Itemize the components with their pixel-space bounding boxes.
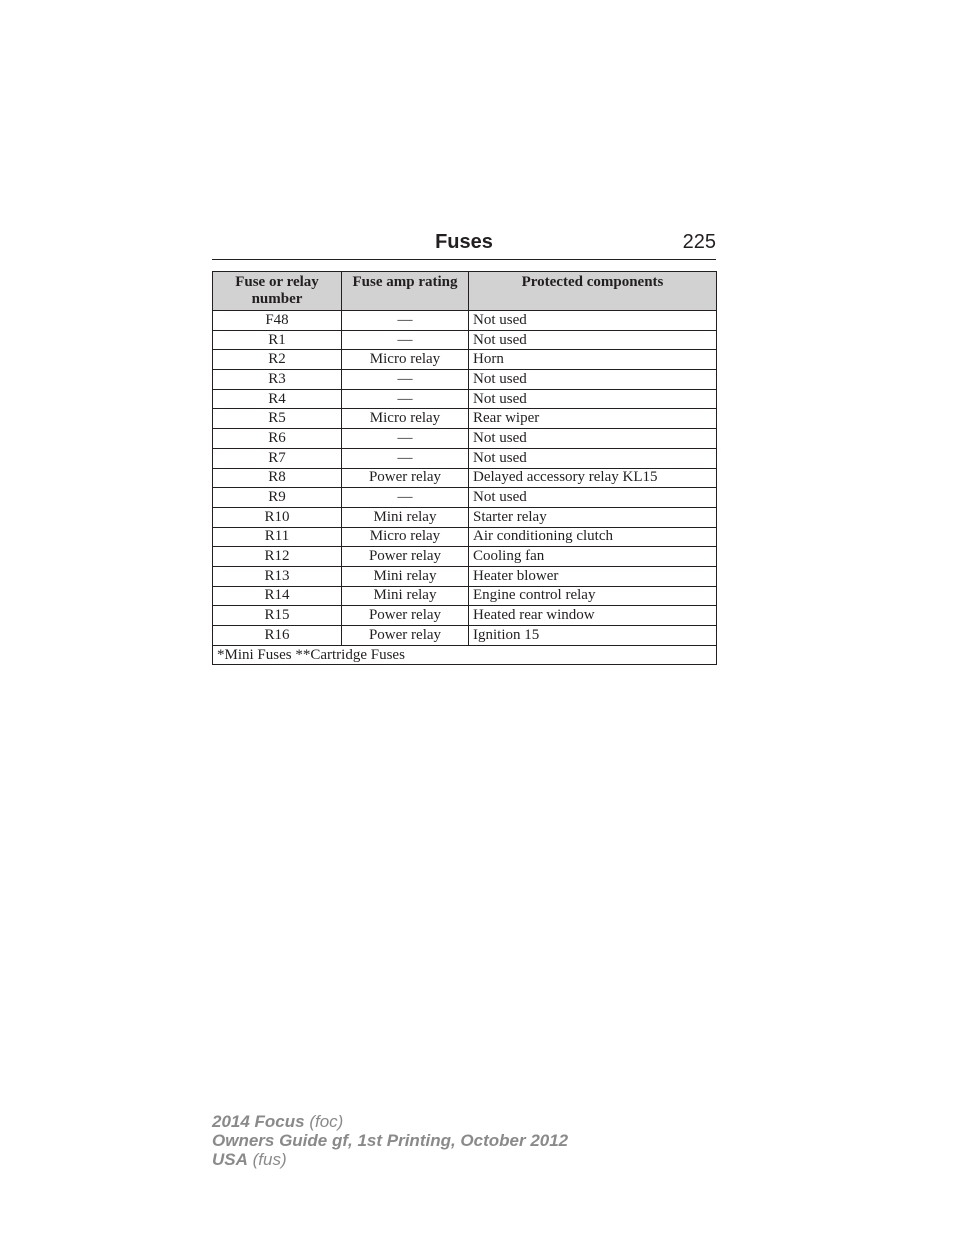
footer-market: USA [212,1150,248,1169]
protected-component-cell: Heater blower [469,566,717,586]
protected-component-cell: Rear wiper [469,409,717,429]
fuse-number-cell: R11 [213,527,342,547]
fuse-number-cell: R13 [213,566,342,586]
protected-component-cell: Starter relay [469,507,717,527]
protected-component-cell: Not used [469,311,717,331]
table-row [213,330,717,350]
fuse-rating-cell: — [342,330,469,350]
fuse-rating-cell: Mini relay [342,586,469,606]
fuse-number-cell: R6 [213,429,342,449]
protected-component-cell: Not used [469,448,717,468]
fuse-rating-cell: — [342,429,469,449]
fuse-rating-cell: — [342,311,469,331]
fuse-number-cell: R15 [213,606,342,626]
fuse-rating-cell: — [342,448,469,468]
document-footer [212,1112,568,1169]
footer-line-1 [212,1112,568,1131]
fuse-number-cell: R7 [213,448,342,468]
fuse-rating-cell: Power relay [342,468,469,488]
fuse-rating-cell: Micro relay [342,409,469,429]
protected-component-cell: Cooling fan [469,547,717,567]
table-row [213,409,717,429]
fuse-rating-cell: Power relay [342,606,469,626]
fuse-rating-cell: Power relay [342,626,469,646]
fuse-number-cell: R9 [213,488,342,508]
table-footnote-row [213,645,717,665]
protected-component-cell: Not used [469,330,717,350]
protected-component-cell: Not used [469,429,717,449]
table-row [213,311,717,331]
protected-component-cell: Not used [469,488,717,508]
table-row [213,488,717,508]
fuse-rating-cell: — [342,389,469,409]
fuse-rating-cell: Mini relay [342,566,469,586]
table-header-row [213,272,717,311]
protected-component-cell: Heated rear window [469,606,717,626]
page-number: 225 [682,231,716,253]
fuse-number-cell: R16 [213,626,342,646]
fuse-number-cell: R5 [213,409,342,429]
fuse-number-cell: R4 [213,389,342,409]
fuse-rating-cell: Mini relay [342,507,469,527]
fuse-number-cell: R1 [213,330,342,350]
table-footnote: *Mini Fuses **Cartridge Fuses [213,645,717,665]
fuse-number-cell: R2 [213,350,342,370]
footer-market-code: (fus) [247,1150,287,1169]
fuse-rating-cell: — [342,488,469,508]
fuse-relay-table [212,271,717,665]
table-body [213,311,717,646]
page-header [212,229,716,260]
fuse-number-cell: R12 [213,547,342,567]
table-row [213,448,717,468]
protected-component-cell: Delayed accessory relay KL15 [469,468,717,488]
fuse-rating-cell: Micro relay [342,350,469,370]
table-row [213,547,717,567]
column-header-number: Fuse or relay number [213,272,342,311]
table-row [213,606,717,626]
table-row [213,527,717,547]
table-row [213,507,717,527]
footer-model-code: (foc) [304,1112,344,1131]
protected-component-cell: Ignition 15 [469,626,717,646]
fuse-number-cell: R3 [213,370,342,390]
protected-component-cell: Not used [469,370,717,390]
fuse-rating-cell: — [342,370,469,390]
table-row [213,350,717,370]
footer-model: 2014 Focus [212,1112,305,1131]
fuse-number-cell: R14 [213,586,342,606]
protected-component-cell: Air conditioning clutch [469,527,717,547]
fuse-number-cell: R10 [213,507,342,527]
table-row [213,389,717,409]
table-row [213,468,717,488]
table-row [213,586,717,606]
column-header-components: Protected components [469,272,717,311]
footer-line-2 [212,1131,568,1150]
table-row [213,566,717,586]
section-title: Fuses [435,231,493,253]
table-row [213,370,717,390]
fuse-rating-cell: Micro relay [342,527,469,547]
protected-component-cell: Horn [469,350,717,370]
fuse-rating-cell: Power relay [342,547,469,567]
footer-edition: Owners Guide gf, 1st Printing, October 2012 [212,1131,569,1150]
protected-component-cell: Engine control relay [469,586,717,606]
table-row [213,429,717,449]
protected-component-cell: Not used [469,389,717,409]
fuse-number-cell: R8 [213,468,342,488]
column-header-rating: Fuse amp rating [342,272,469,311]
fuse-number-cell: F48 [213,311,342,331]
table-row [213,626,717,646]
footer-line-3 [212,1150,568,1169]
